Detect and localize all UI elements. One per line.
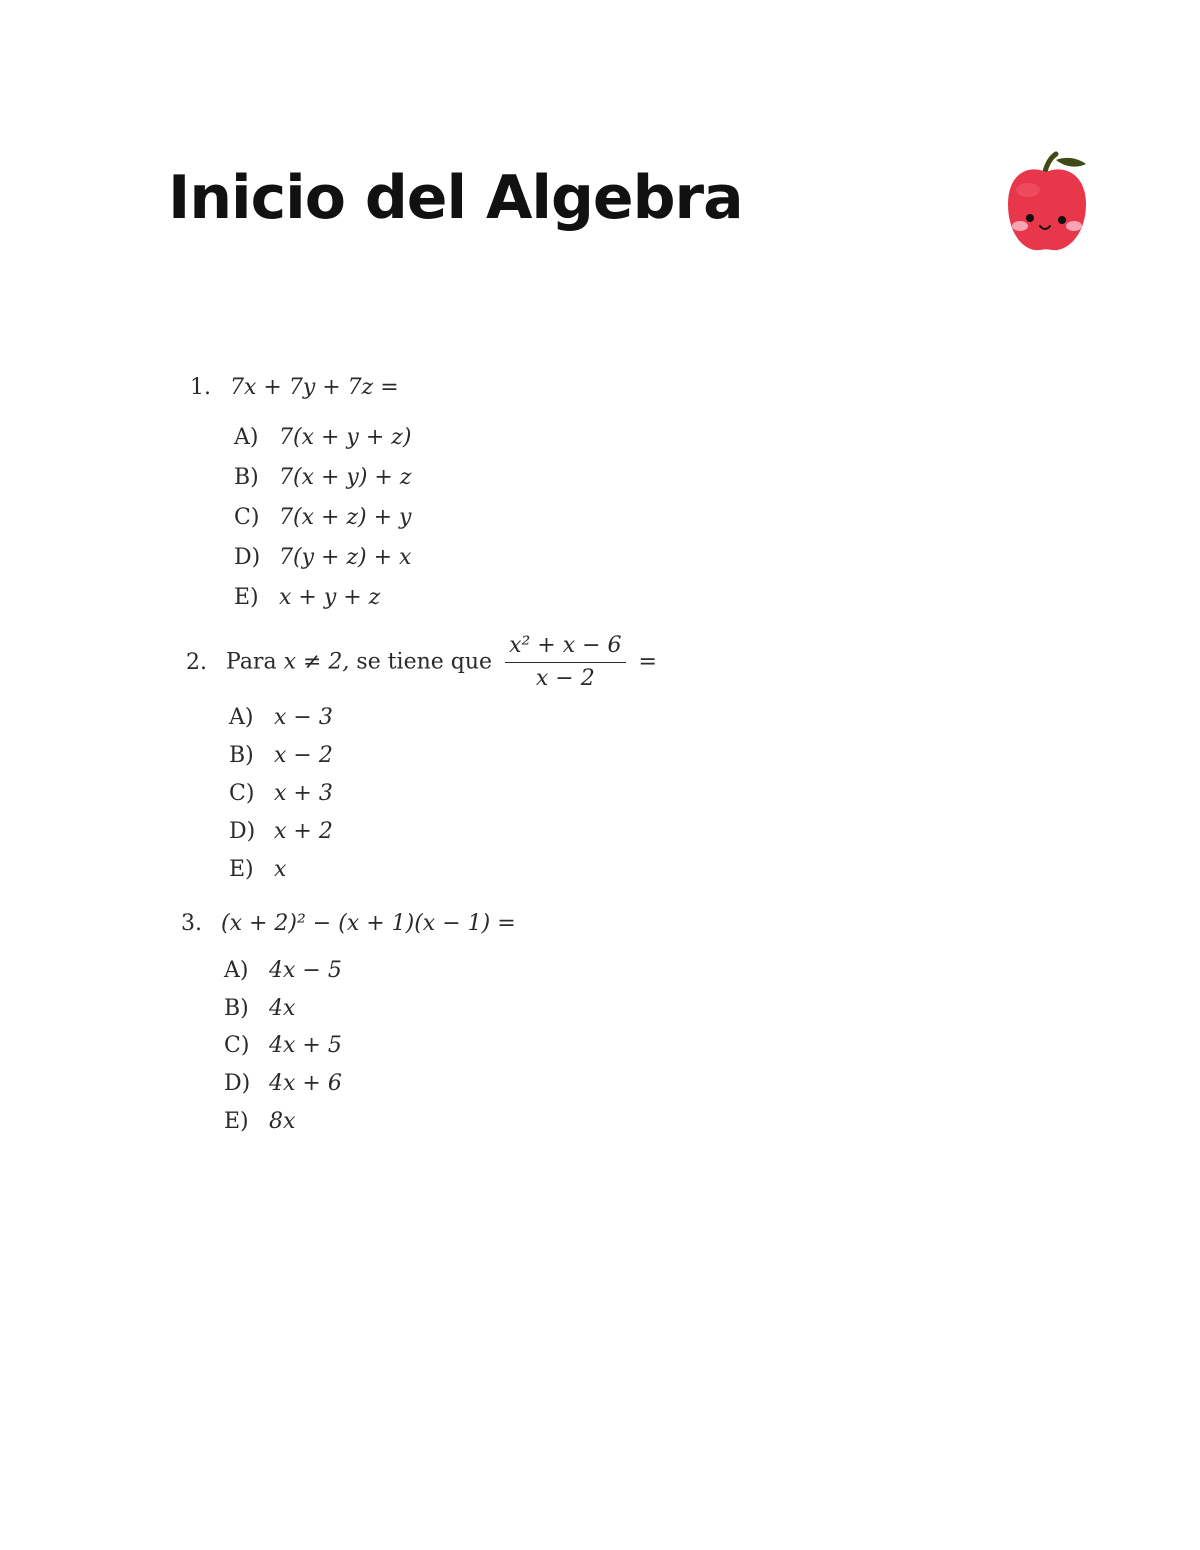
fraction-denominator: x − 2 bbox=[535, 666, 595, 691]
option-c[interactable] bbox=[224, 1031, 342, 1061]
option-letter: B) bbox=[229, 743, 254, 768]
page-title: Inicio del Algebra bbox=[168, 163, 743, 233]
option-letter: D) bbox=[229, 819, 256, 844]
option-letter: A) bbox=[229, 705, 254, 730]
option-letter: D) bbox=[224, 1071, 251, 1096]
option-b[interactable] bbox=[224, 994, 295, 1024]
question-stem bbox=[181, 909, 516, 939]
apple-body-icon bbox=[1008, 169, 1086, 250]
option-text: x − 3 bbox=[274, 705, 333, 730]
option-text: 4x + 5 bbox=[269, 1033, 342, 1058]
option-b[interactable] bbox=[229, 741, 333, 771]
option-text: x + 2 bbox=[274, 819, 333, 844]
option-letter: C) bbox=[229, 781, 255, 806]
option-text: 8x bbox=[269, 1109, 296, 1134]
option-text: x + 3 bbox=[274, 781, 333, 806]
option-text: 4x bbox=[269, 996, 296, 1021]
option-text: x bbox=[274, 857, 287, 882]
option-letter: B) bbox=[224, 996, 249, 1021]
option-text: 7(x + z) + y bbox=[279, 505, 412, 530]
option-letter: C) bbox=[234, 505, 260, 530]
question-number: 3. bbox=[181, 911, 202, 936]
right-cheek-icon bbox=[1066, 221, 1082, 231]
option-e[interactable] bbox=[229, 855, 286, 885]
option-c[interactable] bbox=[234, 503, 411, 533]
option-text: 7(x + y + z) bbox=[279, 425, 412, 450]
option-letter: B) bbox=[234, 465, 259, 490]
option-letter: E) bbox=[224, 1109, 249, 1134]
question-number: 2. bbox=[186, 649, 207, 675]
apple-mascot-icon bbox=[998, 148, 1094, 256]
right-eye-icon bbox=[1058, 216, 1066, 224]
option-d[interactable] bbox=[224, 1069, 342, 1099]
option-letter: A) bbox=[234, 425, 259, 450]
left-eye-icon bbox=[1026, 214, 1034, 222]
question-stem bbox=[186, 632, 657, 693]
question-condition: x ≠ 2, bbox=[283, 649, 350, 675]
option-text: 7(y + z) + x bbox=[279, 545, 412, 570]
question-number: 1. bbox=[190, 375, 211, 400]
option-a[interactable] bbox=[234, 423, 411, 453]
option-letter: C) bbox=[224, 1033, 250, 1058]
option-e[interactable] bbox=[224, 1107, 295, 1137]
option-text: x + y + z bbox=[279, 585, 381, 610]
option-letter: D) bbox=[234, 545, 261, 570]
option-a[interactable] bbox=[229, 703, 333, 733]
question-prefix: Para bbox=[226, 649, 277, 675]
option-c[interactable] bbox=[229, 779, 333, 809]
question-stem bbox=[190, 373, 399, 403]
question-text: se tiene que bbox=[356, 649, 493, 675]
left-cheek-icon bbox=[1012, 221, 1028, 231]
fraction-numerator: x² + x − 6 bbox=[505, 632, 625, 663]
option-a[interactable] bbox=[224, 956, 342, 986]
option-b[interactable] bbox=[234, 463, 411, 493]
option-letter: A) bbox=[224, 958, 249, 983]
question-fraction bbox=[505, 632, 625, 693]
option-letter: E) bbox=[234, 585, 259, 610]
question-expression: (x + 2)² − (x + 1)(x − 1) = bbox=[221, 911, 516, 936]
option-text: 4x + 6 bbox=[269, 1071, 342, 1096]
option-letter: E) bbox=[229, 857, 254, 882]
option-text: 7(x + y) + z bbox=[279, 465, 412, 490]
option-text: 4x − 5 bbox=[269, 958, 342, 983]
question-equals: = bbox=[638, 649, 657, 675]
apple-leaf-icon bbox=[1056, 158, 1086, 167]
option-e[interactable] bbox=[234, 583, 380, 613]
option-d[interactable] bbox=[229, 817, 333, 847]
option-d[interactable] bbox=[234, 543, 411, 573]
question-expression: 7x + 7y + 7z = bbox=[230, 375, 399, 400]
option-text: x − 2 bbox=[274, 743, 333, 768]
